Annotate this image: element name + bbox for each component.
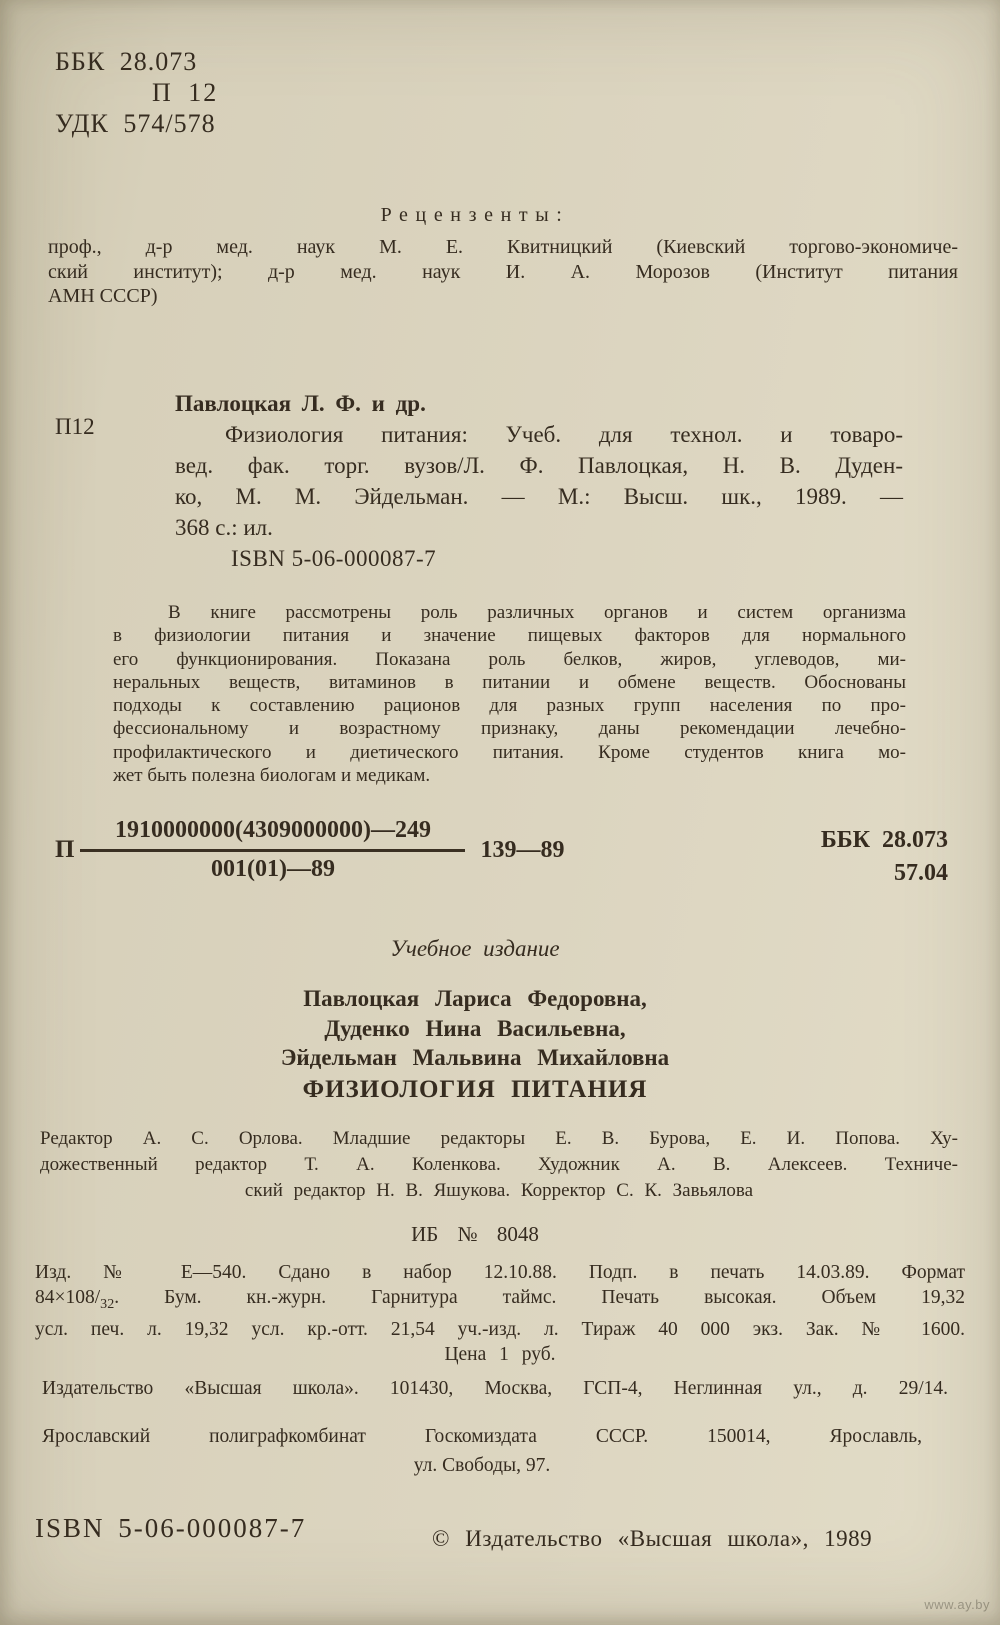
formula-denominator: 001(01)—89 — [210, 856, 335, 882]
catalog-line: 368 с.: ил. — [175, 515, 273, 540]
formula-bbk-line: 57.04 — [894, 860, 948, 886]
format-value: 84×108/ — [35, 1287, 101, 1308]
catalog-line: Физиология питания: Учеб. для технол. и товаро- — [225, 422, 903, 447]
annotation-paragraph — [113, 601, 906, 787]
printing-house — [42, 1422, 922, 1480]
edition-author: Павлоцкая Лариса Федоровна, — [303, 986, 647, 1011]
bbk-code: ББК 28.073 — [55, 47, 198, 76]
edition-type: Учебное издание — [390, 936, 560, 961]
catalog-entry — [175, 388, 903, 574]
format-subscript: 32 — [100, 1295, 115, 1312]
formula-bbk-codes — [821, 824, 948, 890]
staff-line: дожественный редактор Т. А. Коленкова. Художник А. В. Алексеев. Техниче- — [40, 1154, 958, 1175]
formula-fraction — [80, 817, 465, 883]
reviewers-line: ский институт); д-р мед. наук И. А. Морозов (Институт питания — [48, 260, 958, 283]
printer-line: Ярославский полиграфкомбинат Госкомиздата СССР. 150014, Ярославль, — [42, 1426, 922, 1447]
production-line: Изд. № Е—540. Сдано в набор 12.10.88. Подп. в печать 14.03.89. Формат — [35, 1262, 965, 1283]
catalog-isbn: ISBN 5-06-000087-7 — [231, 546, 437, 571]
editorial-staff-paragraph — [40, 1126, 958, 1204]
staff-line: ский редактор Н. В. Яшукова. Корректор С. К. Завьялова — [244, 1180, 754, 1201]
production-line-rest: . Бум. кн.-журн. Гарнитура таймс. Печать высокая. Объем 19,32 — [114, 1287, 965, 1308]
annotation-line: неральных веществ, витаминов в питании и обмене веществ. Обоснованы — [113, 671, 906, 693]
formula-bbk-line: ББК 28.073 — [820, 827, 948, 853]
edition-author: Эйдельман Мальвина Михайловна — [280, 1045, 670, 1070]
annotation-line: в физиологии питания и значение пищевых факторов для нормального — [113, 625, 906, 647]
catalog-line: вед. фак. торг. вузов/Л. Ф. Павлоцкая, Н. В. Дуден- — [175, 453, 903, 478]
catalog-author-line: Павлоцкая Л. Ф. и др. — [175, 391, 426, 416]
annotation-line: В книге рассмотрены роль различных органов и систем организма — [168, 602, 906, 623]
reviewers-paragraph — [48, 235, 958, 309]
production-line — [35, 1285, 965, 1317]
price-line: Цена 1 руб. — [444, 1343, 556, 1365]
udk-code: УДК 574/578 — [55, 109, 216, 138]
publisher-address: Издательство «Высшая школа». 101430, Москва, ГСП-4, Неглинная ул., д. 29/14. — [42, 1378, 948, 1399]
book-title: ФИЗИОЛОГИЯ ПИТАНИЯ — [302, 1076, 648, 1103]
annotation-line: его функционирования. Показана роль белков, жиров, углеводов, ми- — [113, 648, 906, 670]
annotation-line: подходы к составлению рационов для разных групп населения по про- — [113, 695, 906, 717]
ib-number: ИБ № 8048 — [411, 1222, 539, 1246]
catalog-line: ко, М. М. Эйдельман. — М.: Высш. шк., 1989. — — [175, 484, 903, 509]
annotation-line: профилактического и диетического питания. Кроме студентов книга мо- — [113, 741, 906, 763]
site-watermark: www.ay.by — [924, 1597, 990, 1612]
classification-codes — [55, 46, 218, 139]
annotation-line: фессиональному и возрастному признаку, даны рекомендации лечебно- — [113, 718, 906, 740]
printer-line: ул. Свободы, 97. — [413, 1455, 551, 1476]
edition-authors — [0, 984, 950, 1073]
reviewers-line: проф., д-р мед. наук М. Е. Квитницкий (Киевский торгово-экономиче- — [48, 236, 958, 258]
formula-suffix: 139—89 — [480, 836, 565, 863]
formula-numerator: 1910000000(4309000000)—249 — [80, 817, 465, 852]
catalog-index: П12 — [55, 414, 95, 439]
production-line: усл. печ. л. 19,32 усл. кр.-отт. 21,54 уч.-изд. л. Тираж 40 000 экз. Зак. № 1600. — [35, 1318, 965, 1340]
edition-author: Дуденко Нина Васильевна, — [324, 1015, 626, 1041]
annotation-line: жет быть полезна биологам и медикам. — [113, 765, 431, 787]
copyright-index-formula — [55, 810, 948, 890]
footer-isbn: ISBN 5-06-000087-7 — [35, 1513, 307, 1543]
reviewers-heading: Рецензенты: — [380, 204, 570, 226]
staff-line: Редактор А. С. Орлова. Младшие редакторы Е. В. Бурова, Е. И. Попова. Ху- — [40, 1128, 958, 1149]
footer-copyright: © Издательство «Высшая школа», 1989 — [432, 1526, 873, 1551]
formula-prefix: П — [55, 836, 75, 863]
reviewers-line: АМН СССР) — [48, 285, 158, 307]
author-sign-code: П 12 — [152, 78, 219, 107]
production-details — [35, 1260, 965, 1367]
